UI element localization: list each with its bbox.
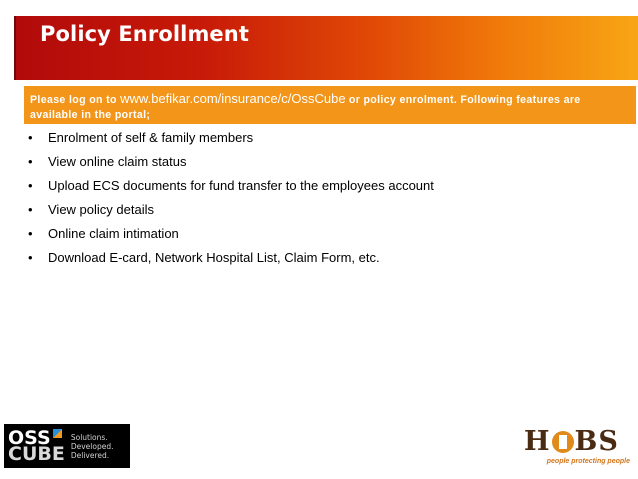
intro-suffix: or policy enrolment. Following features are available in the portal; — [30, 94, 581, 121]
shield-icon — [552, 431, 574, 453]
feature-item: • Download E-card, Network Hospital List, Claim Form, etc. — [24, 246, 434, 270]
cube-icon — [53, 429, 62, 438]
feature-item: • Upload ECS documents for fund transfer to the employees account — [24, 174, 434, 198]
hibs-logo — [524, 428, 630, 474]
osscube-logo — [4, 424, 130, 468]
intro-prefix: Please log on to — [30, 94, 117, 106]
feature-list — [24, 126, 434, 270]
page-title: Policy Enrollment — [40, 22, 249, 46]
bullet-icon: • — [28, 202, 33, 217]
osscube-tagline: Solutions. Developed. Delivered. — [70, 432, 114, 460]
feature-item: • Enrolment of self & family members — [24, 126, 434, 150]
hibs-wordmark: H BS — [524, 426, 619, 457]
title-bar — [14, 16, 638, 80]
portal-link[interactable]: www.befikar.com/insurance/c/OssCube — [120, 91, 346, 106]
feature-item: • View policy details — [24, 198, 434, 222]
bullet-icon: • — [28, 154, 33, 169]
bullet-icon: • — [28, 250, 33, 265]
feature-item: • Online claim intimation — [24, 222, 434, 246]
bullet-icon: • — [28, 130, 33, 145]
feature-item: • View online claim status — [24, 150, 434, 174]
bullet-icon: • — [28, 226, 33, 241]
intro-banner — [24, 86, 636, 124]
osscube-wordmark: OSS CUBE — [8, 427, 65, 465]
hibs-tagline: people protecting people — [546, 458, 630, 465]
bullet-icon: • — [28, 178, 33, 193]
